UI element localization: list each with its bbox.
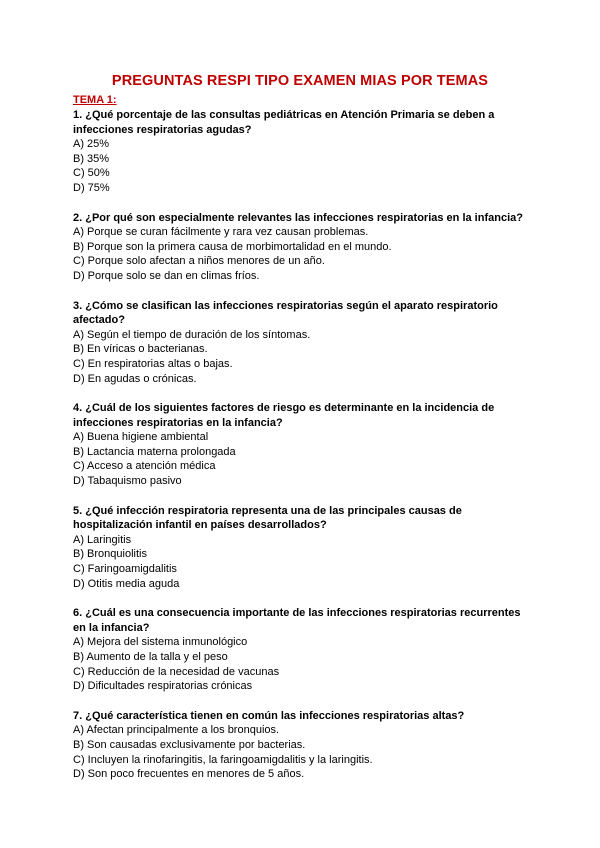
answer-option: D) Otitis media aguda [73,577,180,590]
answer-option: A) Afectan principalmente a los bronquios. [73,724,280,737]
answer-option: D) 75% [73,181,110,194]
section-heading: TEMA 1: [73,94,117,106]
question-block [73,211,533,284]
answer-option: C) Faringoamigdalitis [73,563,177,576]
answer-option: C) Acceso a atención médica [73,460,216,473]
answer-option: D) En agudas o crónicas. [73,372,197,385]
question-text: 5. ¿Qué infección respiratoria representa una de las principales causas de hospitalización infantil en países desarrollados? [73,504,462,532]
answer-option: A) Buena higiene ambiental [73,431,209,444]
question-block [73,299,533,387]
answer-option: C) En respiratorias altas o bajas. [73,357,233,370]
question-text: 2. ¿Por qué son especialmente relevantes las infecciones respiratorias en la infancia? [73,211,523,224]
question-text: 7. ¿Qué característica tienen en común las infecciones respiratorias altas? [73,709,465,722]
answer-option: A) 25% [73,138,110,151]
answer-option: B) Porque son la primera causa de morbimortalidad en el mundo. [73,240,392,253]
answer-option: B) Aumento de la talla y el peso [73,651,228,663]
answer-option: B) Bronquiolitis [73,548,147,561]
answer-option: A) Porque se curan fácilmente y rara vez causan problemas. [73,226,369,239]
question-block [73,108,533,196]
answer-option: B) En víricas o bacterianas. [73,343,208,356]
question-block [73,606,533,694]
question-text: 3. ¿Cómo se clasifican las infecciones respiratorias según el aparato respiratorio afectado? [73,299,498,327]
answer-option: A) Mejora del sistema inmunológico [73,636,248,649]
answer-option: D) Tabaquismo pasivo [73,475,182,488]
answer-option: B) Lactancia materna prolongada [73,445,236,458]
question-block [73,401,533,489]
answer-option: B) 35% [73,152,110,165]
question-text: 6. ¿Cuál es una consecuencia importante de las infecciones respiratorias recurrentes en la infancia? [73,607,521,634]
answer-option: C) 50% [73,167,110,180]
question-text: 4. ¿Cuál de los siguientes factores de riesgo es determinante en la incidencia de infecciones respiratorias en la infancia? [73,402,495,429]
question-list [73,108,533,797]
answer-option: B) Son causadas exclusivamente por bacterias. [73,738,306,751]
answer-option: C) Porque solo afectan a niños menores de un año. [73,255,325,268]
answer-option: A) Laringitis [73,533,132,546]
answer-option: C) Incluyen la rinofaringitis, la faringoamigdalitis y la laringitis. [73,753,373,766]
answer-option: A) Según el tiempo de duración de los síntomas. [73,328,311,341]
document-title: PREGUNTAS RESPI TIPO EXAMEN MIAS POR TEMAS [111,73,489,89]
answer-option: C) Reducción de la necesidad de vacunas [73,665,280,678]
question-block [73,504,533,592]
answer-option: D) Son poco frecuentes en menores de 5 años. [73,768,305,781]
question-block [73,709,533,782]
answer-option: D) Dificultades respiratorias crónicas [73,680,253,693]
question-text: 1. ¿Qué porcentaje de las consultas pediátricas en Atención Primaria se deben a infecciones respiratorias agudas? [73,109,495,136]
answer-option: D) Porque solo se dan en climas fríos. [73,269,260,282]
